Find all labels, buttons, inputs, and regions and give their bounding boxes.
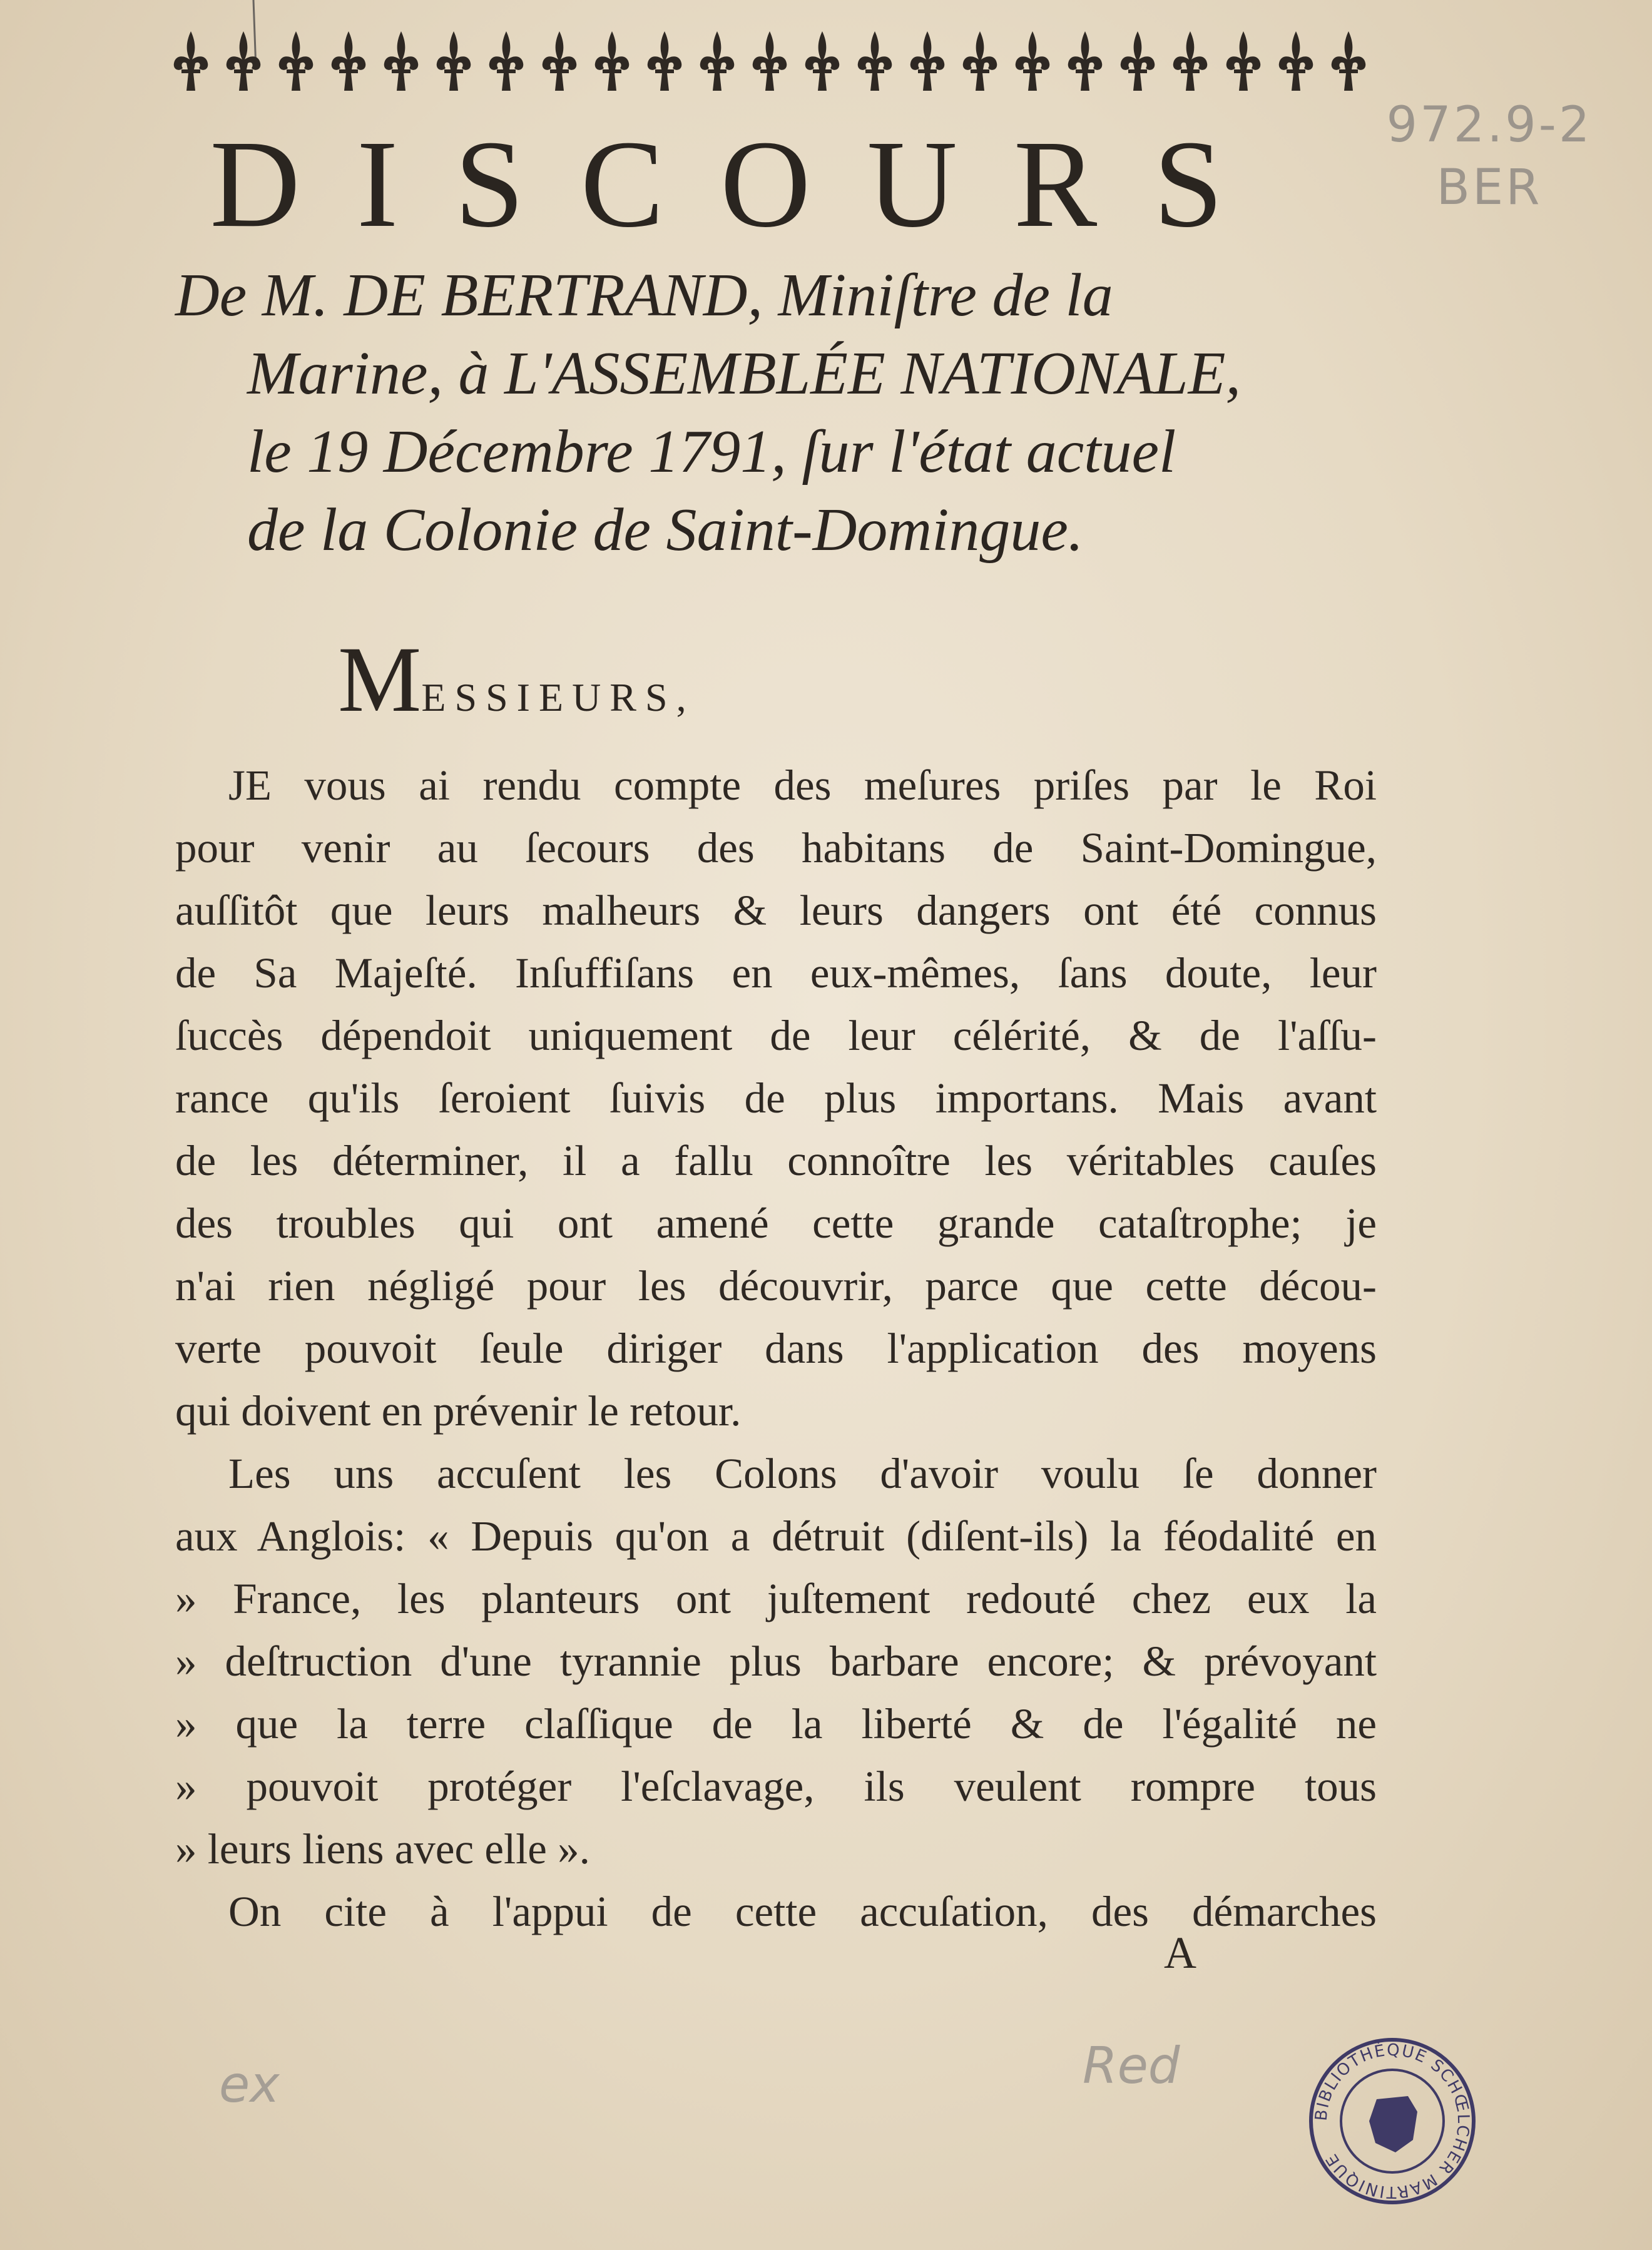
body-line: aux Anglois: « Depuis qu'on a détruit (diſent-ils) la féodalité en <box>175 1512 1377 1560</box>
document-subtitle <box>175 257 1377 569</box>
body-line: JE vous ai rendu compte des meſures priſes par le Roi <box>228 761 1377 809</box>
body-line: » pouvoit protéger l'eſclavage, ils veulent rompre tous <box>175 1763 1377 1810</box>
fleur-de-lis-icon <box>1168 28 1212 97</box>
fleur-de-lis-icon <box>853 28 897 97</box>
pencil-annotation-right: Red <box>1083 2037 1180 2095</box>
body-line: de Sa Majeſté. Inſuffiſans en eux-mêmes, ſans doute, leur <box>175 949 1377 997</box>
fleur-de-lis-icon <box>958 28 1002 97</box>
fleur-de-lis-icon <box>1274 28 1318 97</box>
fleur-de-lis-icon <box>484 28 528 97</box>
shelfmark-line: BER <box>1436 160 1542 216</box>
shelfmark-line: 972.9-2 <box>1386 97 1593 153</box>
body-line: des troubles qui ont amené cette grande cataſtrophe; je <box>175 1199 1377 1247</box>
fleur-de-lis-icon <box>538 28 581 97</box>
body-line: » France, les planteurs ont juſtement redouté chez eux la <box>175 1575 1377 1622</box>
fleur-de-lis-icon <box>1221 28 1265 97</box>
fleur-de-lis-icon <box>1011 28 1054 97</box>
fleur-de-lis-icon <box>327 28 370 97</box>
fleur-de-lis-icon <box>905 28 949 97</box>
fleur-de-lis-icon <box>748 28 792 97</box>
body-line: pour venir au ſecours des habitans de Saint-Domingue, <box>175 824 1377 872</box>
stamp-text: BIBLIOTHÈQUE SCHŒLCHER MARTINIQUE <box>1312 2040 1473 2202</box>
body-text <box>175 754 1377 1943</box>
fleur-de-lis-ornament-bar <box>169 25 1370 100</box>
fleur-de-lis-icon <box>274 28 318 97</box>
salutation-rest: ESSIEURS, <box>421 675 695 720</box>
fleur-de-lis-icon <box>800 28 844 97</box>
body-line: verte pouvoit ſeule diriger dans l'application des moyens <box>175 1325 1377 1372</box>
shelfmark-annotation <box>1370 94 1608 219</box>
subtitle-line: le 19 Décembre 1791, ſur l'état actuel <box>247 418 1176 486</box>
fleur-de-lis-icon <box>1327 28 1370 97</box>
body-line: rance qu'ils ſeroient ſuivis de plus importans. Mais avant <box>175 1074 1377 1122</box>
fleur-de-lis-icon <box>379 28 423 97</box>
document-title: DISCOURS <box>210 115 1280 253</box>
body-line: qui doivent en prévenir le retour. <box>175 1387 742 1435</box>
pencil-annotation-left: ex <box>219 2055 280 2114</box>
body-line: ſuccès dépendoit uniquement de leur célérité, & de l'aſſu- <box>175 1012 1377 1059</box>
body-line: auſſitôt que leurs malheurs & leurs dangers ont été connus <box>175 887 1377 934</box>
signature-mark: A <box>1164 1928 1196 1978</box>
subtitle-line: De M. DE BERTRAND, Miniſtre de la <box>175 262 1113 329</box>
fleur-de-lis-icon <box>590 28 634 97</box>
body-line: Les uns accuſent les Colons d'avoir voulu ſe donner <box>228 1450 1377 1497</box>
subtitle-line: de la Colonie de Saint-Domingue. <box>247 496 1084 564</box>
body-line: » que la terre claſſique de la liberté & de l'égalité ne <box>175 1700 1377 1748</box>
library-stamp <box>1302 2030 1483 2212</box>
fleur-de-lis-icon <box>169 28 213 97</box>
body-line: On cite à l'appui de cette accuſation, des démarches <box>228 1888 1377 1935</box>
fleur-de-lis-icon <box>1063 28 1107 97</box>
body-line: » deſtruction d'une tyrannie plus barbare encore; & prévoyant <box>175 1637 1377 1685</box>
salutation <box>338 626 695 733</box>
salutation-dropcap: M <box>338 628 422 731</box>
fleur-de-lis-icon <box>1116 28 1160 97</box>
body-line: » leurs liens avec elle ». <box>175 1825 590 1873</box>
subtitle-line: Marine, à L'ASSEMBLÉE NATIONALE, <box>247 340 1242 407</box>
fleur-de-lis-icon <box>222 28 265 97</box>
body-line: de les déterminer, il a fallu connoître les véritables cauſes <box>175 1137 1377 1184</box>
fleur-de-lis-icon <box>695 28 739 97</box>
body-line: n'ai rien négligé pour les découvrir, parce que cette décou- <box>175 1262 1377 1310</box>
fleur-de-lis-icon <box>643 28 686 97</box>
fleur-de-lis-icon <box>432 28 476 97</box>
